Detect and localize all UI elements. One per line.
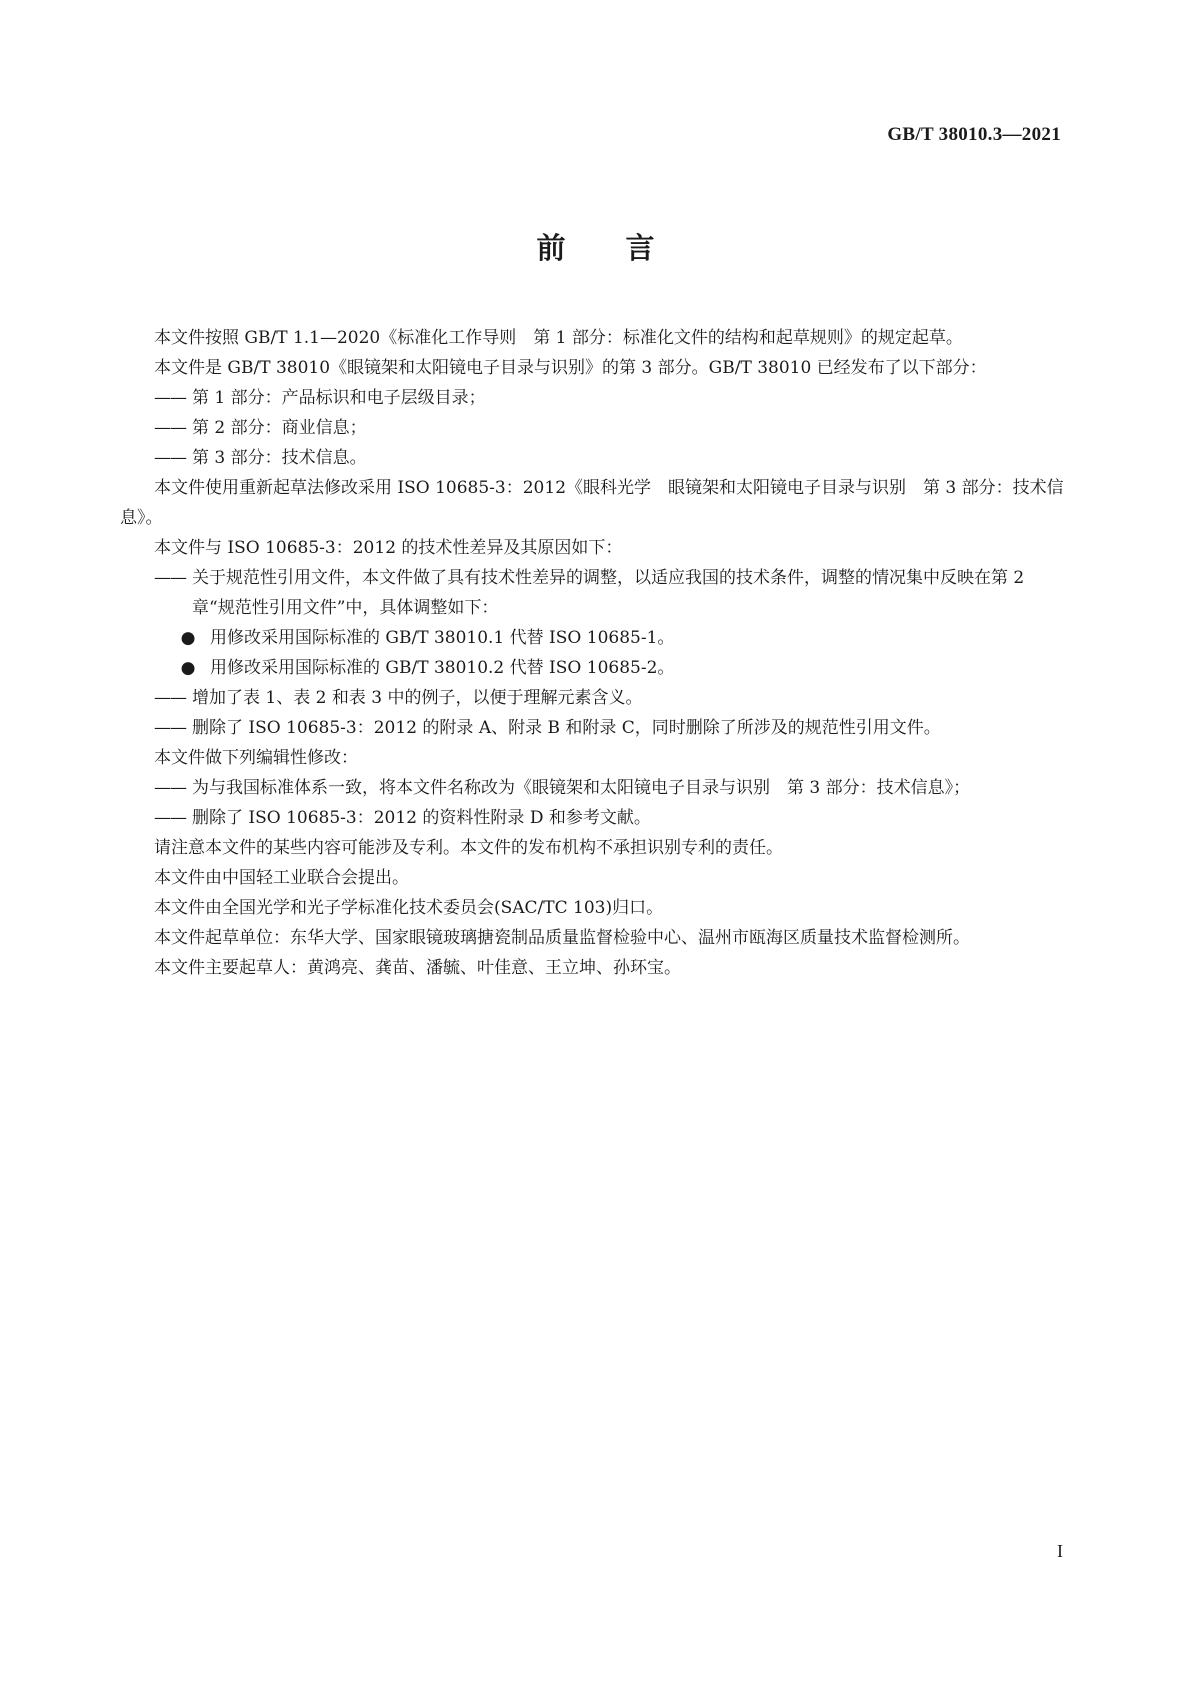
dash-mark: —— (154, 568, 186, 588)
editorial-item (120, 773, 1070, 803)
bullet-text: 用修改采用国际标准的 GB/T 38010.2 代替 ISO 10685-2。 (210, 658, 675, 678)
tech-diff-item (120, 713, 1070, 743)
paragraph-tech-diff-intro: 本文件与 ISO 10685-3：2012 的技术性差异及其原因如下： (154, 538, 623, 558)
tech-diff-text: 删除了 ISO 10685-3：2012 的附录 A、附录 B 和附录 C，同时删除了所涉及的规范性引用文件。 (192, 718, 941, 738)
paragraph-drafting-units: 本文件起草单位：东华大学、国家眼镜玻璃搪瓷制品质量监督检验中心、温州市瓯海区质量技术监督检测所。 (154, 928, 970, 948)
bullet-item (120, 653, 1070, 683)
paragraph-editorial-intro: 本文件做下列编辑性修改： (154, 748, 358, 768)
tech-diff-item (120, 683, 1070, 713)
paragraph-drafters: 本文件主要起草人：黄鸿亮、龚苗、潘毓、叶佳意、王立坤、孙环宝。 (154, 958, 681, 978)
tech-diff-item (120, 563, 1070, 623)
bullet-text: 用修改采用国际标准的 GB/T 38010.1 代替 ISO 10685-1。 (210, 628, 675, 648)
paragraph-parts-intro: 本文件是 GB/T 38010《眼镜架和太阳镜电子目录与识别》的第 3 部分。GB/T 38010 已经发布了以下部分： (154, 358, 987, 378)
part-item-text: 第 1 部分：产品标识和电子层级目录； (192, 388, 486, 408)
dash-mark: —— (154, 808, 186, 828)
bullet-icon: ● (180, 658, 196, 678)
dash-mark: —— (154, 688, 186, 708)
paragraph-drafting-rules: 本文件按照 GB/T 1.1—2020《标准化工作导则 第 1 部分：标准化文件的结构和起草规则》的规定起草。 (154, 328, 963, 348)
part-item-text: 第 3 部分：技术信息。 (192, 448, 367, 468)
standard-code: GB/T 38010.3—2021 (887, 124, 1061, 145)
bullet-item (120, 623, 1070, 653)
tech-diff-text: 关于规范性引用文件，本文件做了具有技术性差异的调整，以适应我国的技术条件，调整的情况集中反映在第 2 章“规范性引用文件”中，具体调整如下： (192, 568, 1025, 618)
dash-mark: —— (154, 778, 186, 798)
paragraph-committee: 本文件由全国光学和光子学标准化技术委员会(SAC/TC 103)归口。 (154, 898, 664, 918)
part-item (120, 443, 1070, 473)
paragraph-proposer: 本文件由中国轻工业联合会提出。 (154, 868, 409, 888)
part-item (120, 413, 1070, 443)
part-item-text: 第 2 部分：商业信息； (192, 418, 367, 438)
paragraph-patent-notice: 请注意本文件的某些内容可能涉及专利。本文件的发布机构不承担识别专利的责任。 (154, 838, 783, 858)
editorial-text: 删除了 ISO 10685-3：2012 的资料性附录 D 和参考文献。 (192, 808, 651, 828)
foreword-body (120, 323, 1070, 983)
part-item (120, 383, 1070, 413)
editorial-text: 为与我国标准体系一致，将本文件名称改为《眼镜架和太阳镜电子目录与识别 第 3 部分：技术信息》； (192, 778, 971, 798)
bullet-icon: ● (180, 628, 196, 648)
dash-mark: —— (154, 388, 186, 408)
editorial-item (120, 803, 1070, 833)
dash-mark: —— (154, 718, 186, 738)
page-number: I (1057, 1541, 1063, 1561)
dash-mark: —— (154, 418, 186, 438)
paragraph-adoption: 本文件使用重新起草法修改采用 ISO 10685-3：2012《眼科光学 眼镜架和太阳镜电子目录与识别 第 3 部分：技术信息》。 (120, 478, 1064, 528)
tech-diff-text: 增加了表 1、表 2 和表 3 中的例子，以便于理解元素含义。 (192, 688, 643, 708)
dash-mark: —— (154, 448, 186, 468)
page-title: 前言 (536, 231, 715, 265)
